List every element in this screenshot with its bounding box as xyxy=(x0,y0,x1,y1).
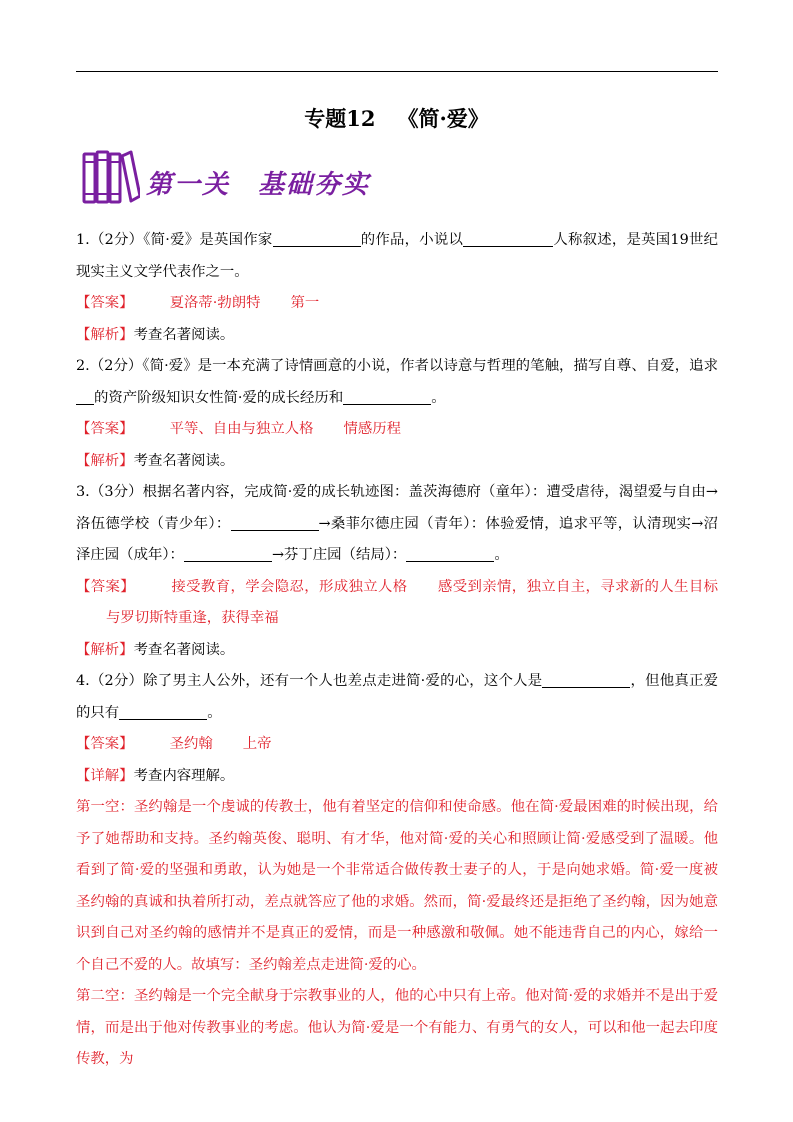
answer-blank xyxy=(184,545,272,562)
answer-4: 【答案】 圣约翰 上帝 xyxy=(76,736,272,752)
detail-4: 【详解】考查内容理解。 xyxy=(76,767,235,784)
analysis-3: 【解析】考查名著阅读。 xyxy=(76,641,235,658)
analysis-tag: 【解析】 xyxy=(76,641,134,658)
answer-blank xyxy=(76,388,94,405)
analysis-tag: 【解析】 xyxy=(76,452,134,469)
answer-2: 【答案】 平等、自由与独立人格 情感历程 xyxy=(76,421,402,437)
answer-blank xyxy=(231,514,319,531)
answer-tag: 【答案】 xyxy=(76,421,134,437)
answer-tag: 【答案】 xyxy=(76,578,136,595)
title-number: 专题12 xyxy=(304,106,376,131)
question-4: 4.（2分）除了男主人公外，还有一个人也差点走进简·爱的心，这个人是 ，但他真正爱的只有 。 xyxy=(76,673,718,721)
answer-blank xyxy=(343,388,431,405)
answer-blank xyxy=(406,545,494,562)
page-title xyxy=(0,103,793,133)
title-name: 《简·爱》 xyxy=(397,106,489,131)
question-3: 3.（3分）根据名著内容，完成简·爱的成长轨迹图：盖茨海德府（童年）：遭受虐待，渴望爱与自由→洛伍德学校（青少年）： →桑菲尔德庄园（青年）：体验爱情，追求平等，认清现实→沼泽庄园（成年）： →芬丁庄园（结局）： 。 xyxy=(76,484,718,563)
analysis-tag: 【解析】 xyxy=(76,326,134,343)
answer-blank xyxy=(273,230,361,247)
answer-3: 【答案】 接受教育，学会隐忍，形成独立人格 感受到亲情，独立自主，寻求新的人生目标与罗切斯特重逢，获得幸福 xyxy=(76,578,718,626)
detail-tag: 【详解】 xyxy=(76,767,134,784)
detail-paragraph-2: 第二空：圣约翰是一个完全献身于宗教事业的人，他的心中只有上帝。他对简·爱的求婚并不是出于爱情，而是出于他对传教事业的考虑。他认为简·爱是一个有能力、有勇气的女人，可以和他一起去印度传教，为 xyxy=(76,988,718,1067)
analysis-1: 【解析】考查名著阅读。 xyxy=(76,326,235,343)
answer-blank xyxy=(119,703,207,720)
question-1: 1.（2分）《简·爱》是英国作家 的作品，小说以 人称叙述，是英国19世纪现实主义文学代表作之一。 xyxy=(76,232,718,280)
header-rule xyxy=(76,71,718,72)
answer-tag: 【答案】 xyxy=(76,295,134,311)
answer-blank xyxy=(463,230,553,247)
section-banner xyxy=(80,146,380,206)
answer-blank xyxy=(542,671,630,688)
document-body xyxy=(76,225,718,1076)
books-icon xyxy=(80,146,140,206)
answer-1: 【答案】 夏洛蒂·勃朗特 第一 xyxy=(76,295,320,311)
analysis-2: 【解析】考查名著阅读。 xyxy=(76,452,235,469)
banner-text: 第一关 基础夯实 xyxy=(146,170,371,200)
question-2: 2.（2分）《简·爱》是一本充满了诗情画意的小说，作者以诗意与哲理的笔触，描写自尊、自爱，追求的资产阶级知识女性简·爱的成长经历和 。 xyxy=(76,358,718,406)
answer-tag: 【答案】 xyxy=(76,736,134,752)
detail-paragraph-1: 第一空：圣约翰是一个虔诚的传教士，他有着坚定的信仰和使命感。他在简·爱最困难的时候出现，给予了她帮助和支持。圣约翰英俊、聪明、有才华，他对简·爱的关心和照顾让简·爱感受到了温暖。他看到了简·爱的坚强和勇敢，认为她是一个非常适合做传教士妻子的人，于是向她求婚。简·爱一度被圣约翰的真诚和执着所打动，差点就答应了他的求婚。然而，简·爱最终还是拒绝了圣约翰，因为她意识到自己对圣约翰的感情并不是真正的爱情，而是一种感激和敬佩。她不能违背自己的内心，嫁给一个自己不爱的人。故填写：圣约翰差点走进简·爱的心。 xyxy=(76,799,718,973)
